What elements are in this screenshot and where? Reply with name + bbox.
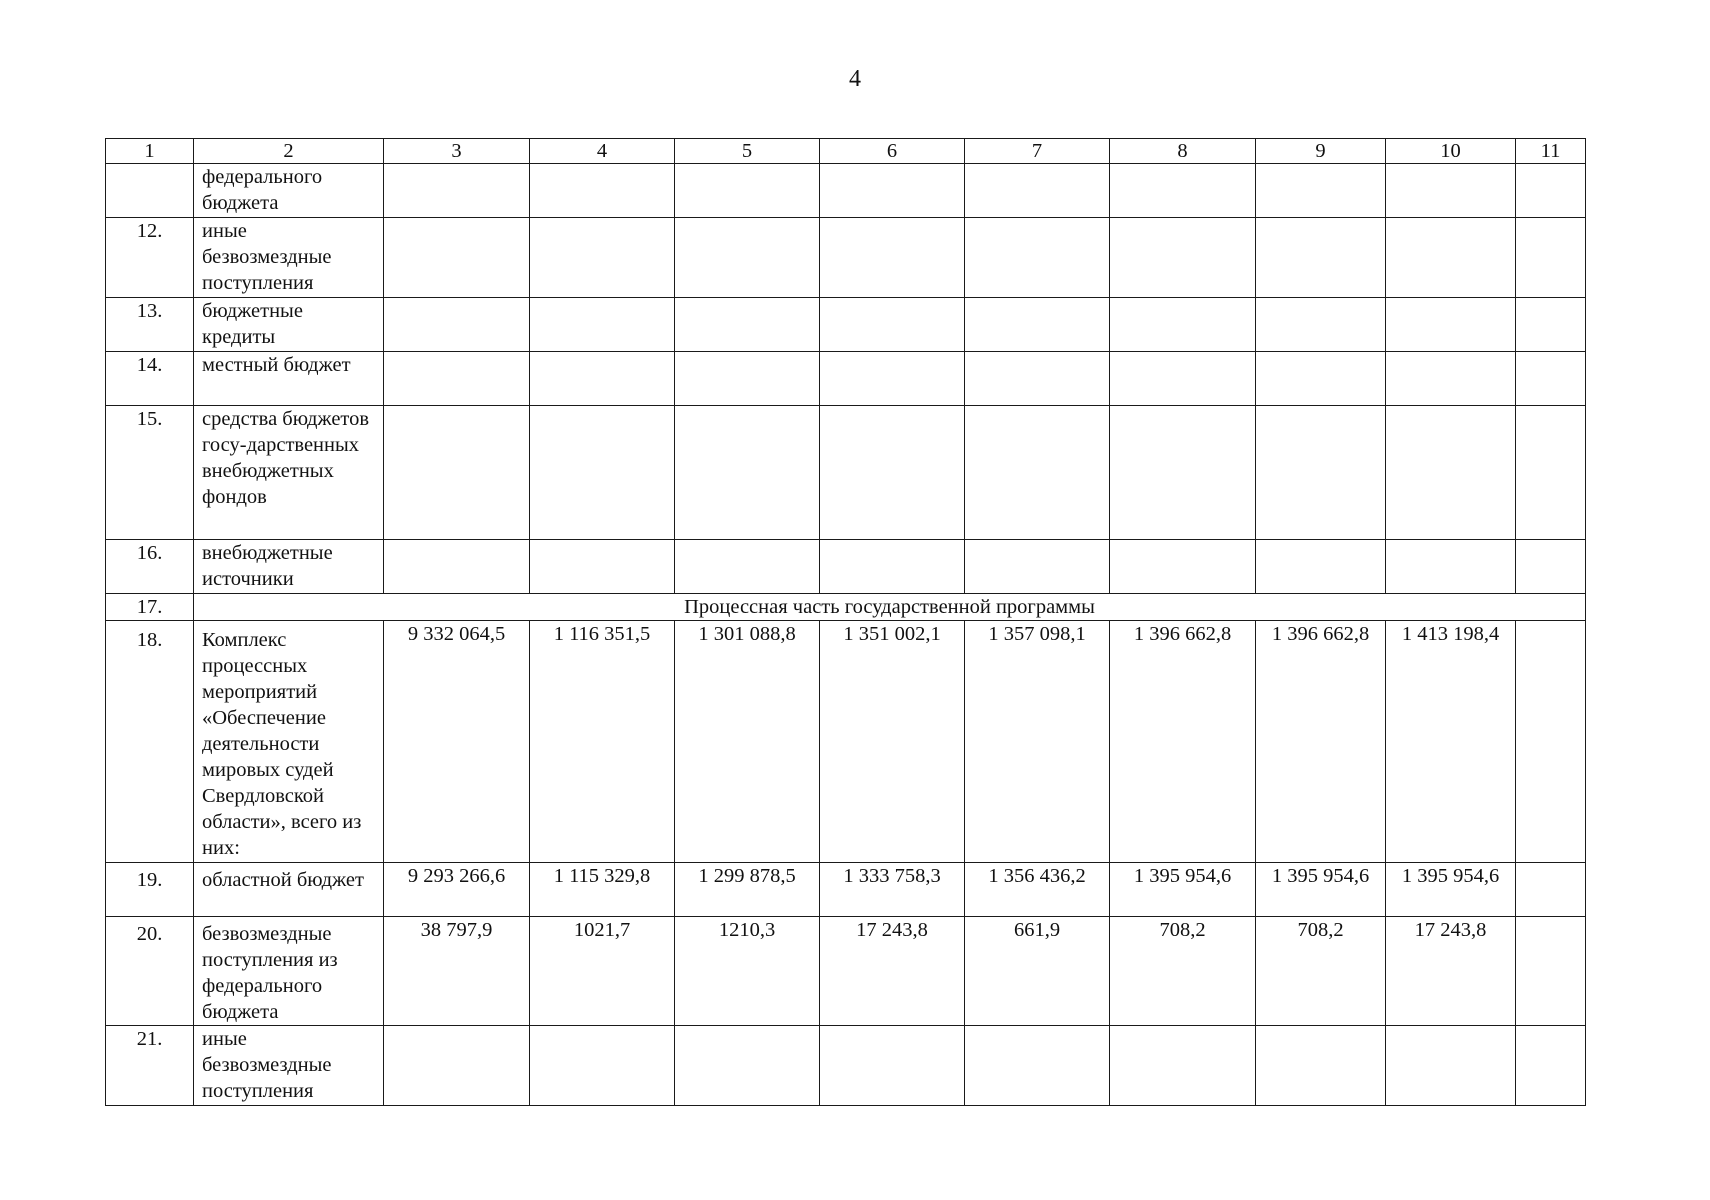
value-cell: 1 395 954,6 — [1110, 863, 1256, 917]
value-cell — [1256, 352, 1386, 406]
value-cell: 1 299 878,5 — [675, 863, 820, 917]
value-cell — [675, 164, 820, 218]
header-cell: 10 — [1386, 139, 1516, 164]
value-cell — [1386, 406, 1516, 540]
value-cell — [675, 352, 820, 406]
value-cell — [1516, 218, 1586, 298]
value-cell — [965, 164, 1110, 218]
value-cell — [675, 218, 820, 298]
value-cell — [1516, 917, 1586, 1026]
value-cell — [384, 540, 530, 594]
value-cell — [1386, 540, 1516, 594]
value-cell — [675, 540, 820, 594]
value-cell: 1021,7 — [530, 917, 675, 1026]
row-number: 14. — [106, 352, 194, 406]
value-cell — [530, 406, 675, 540]
row-name: бюджетные кредиты — [194, 298, 384, 352]
value-cell — [965, 1026, 1110, 1106]
value-cell — [530, 352, 675, 406]
value-cell — [675, 1026, 820, 1106]
column-number-header — [106, 139, 1586, 164]
header-cell: 5 — [675, 139, 820, 164]
value-cell — [1256, 164, 1386, 218]
value-cell — [1516, 164, 1586, 218]
row-name: местный бюджет — [194, 352, 384, 406]
value-cell — [1386, 1026, 1516, 1106]
table-row — [106, 1026, 1586, 1106]
row-number: 13. — [106, 298, 194, 352]
value-cell — [1110, 218, 1256, 298]
value-cell — [1256, 218, 1386, 298]
row-number: 21. — [106, 1026, 194, 1106]
value-cell — [1516, 406, 1586, 540]
value-cell: 1 333 758,3 — [820, 863, 965, 917]
value-cell — [1516, 863, 1586, 917]
value-cell: 17 243,8 — [1386, 917, 1516, 1026]
value-cell — [384, 218, 530, 298]
value-cell — [530, 1026, 675, 1106]
header-cell: 2 — [194, 139, 384, 164]
value-cell — [530, 218, 675, 298]
value-cell: 9 293 266,6 — [384, 863, 530, 917]
value-cell: 1210,3 — [675, 917, 820, 1026]
value-cell: 1 396 662,8 — [1110, 621, 1256, 863]
header-cell: 3 — [384, 139, 530, 164]
value-cell — [1516, 1026, 1586, 1106]
value-cell — [530, 298, 675, 352]
page-number: 4 — [849, 66, 861, 92]
value-cell — [1516, 621, 1586, 863]
value-cell — [384, 406, 530, 540]
value-cell — [1256, 540, 1386, 594]
header-cell: 9 — [1256, 139, 1386, 164]
value-cell — [965, 298, 1110, 352]
value-cell — [1256, 406, 1386, 540]
value-cell — [1516, 540, 1586, 594]
value-cell: 1 396 662,8 — [1256, 621, 1386, 863]
value-cell — [675, 406, 820, 540]
row-number: 15. — [106, 406, 194, 540]
table-row — [106, 218, 1586, 298]
section-row — [106, 594, 1586, 621]
header-cell: 1 — [106, 139, 194, 164]
value-cell — [675, 298, 820, 352]
value-cell: 661,9 — [965, 917, 1110, 1026]
value-cell — [1386, 298, 1516, 352]
value-cell — [384, 164, 530, 218]
header-cell: 11 — [1516, 139, 1586, 164]
row-name: федерального бюджета — [194, 164, 384, 218]
value-cell — [384, 298, 530, 352]
section-title: Процессная часть государственной программы — [194, 594, 1586, 621]
value-cell — [1386, 218, 1516, 298]
value-cell — [965, 540, 1110, 594]
value-cell — [1110, 540, 1256, 594]
row-number: 19. — [106, 863, 194, 917]
value-cell — [1516, 352, 1586, 406]
header-cell: 8 — [1110, 139, 1256, 164]
value-cell: 1 413 198,4 — [1386, 621, 1516, 863]
row-name: областной бюджет — [194, 863, 384, 917]
value-cell — [820, 218, 965, 298]
value-cell: 38 797,9 — [384, 917, 530, 1026]
value-cell: 1 357 098,1 — [965, 621, 1110, 863]
row-number: 17. — [106, 594, 194, 621]
value-cell: 1 356 436,2 — [965, 863, 1110, 917]
value-cell — [1256, 298, 1386, 352]
value-cell — [1516, 298, 1586, 352]
row-number — [106, 164, 194, 218]
row-number: 12. — [106, 218, 194, 298]
value-cell — [820, 406, 965, 540]
value-cell: 17 243,8 — [820, 917, 965, 1026]
value-cell: 1 115 329,8 — [530, 863, 675, 917]
value-cell — [820, 352, 965, 406]
table-row — [106, 863, 1586, 917]
value-cell — [965, 352, 1110, 406]
value-cell — [1110, 1026, 1256, 1106]
row-name: средства бюджетов госу-дарственных внебюджетных фондов — [194, 406, 384, 540]
row-name: Комплекс процессных мероприятий «Обеспечение деятельности мировых судей Свердловской области», всего из них: — [194, 621, 384, 863]
value-cell: 708,2 — [1110, 917, 1256, 1026]
value-cell — [530, 164, 675, 218]
row-name: безвозмездные поступления из федерального бюджета — [194, 917, 384, 1026]
value-cell — [1386, 352, 1516, 406]
value-cell — [1110, 298, 1256, 352]
table-row — [106, 352, 1586, 406]
value-cell: 1 351 002,1 — [820, 621, 965, 863]
value-cell: 1 395 954,6 — [1386, 863, 1516, 917]
value-cell — [965, 406, 1110, 540]
value-cell — [1110, 406, 1256, 540]
row-number: 20. — [106, 917, 194, 1026]
value-cell — [1386, 164, 1516, 218]
value-cell — [384, 352, 530, 406]
value-cell: 1 301 088,8 — [675, 621, 820, 863]
value-cell — [1110, 352, 1256, 406]
row-number: 16. — [106, 540, 194, 594]
table-row — [106, 917, 1586, 1026]
table-row — [106, 298, 1586, 352]
header-cell: 4 — [530, 139, 675, 164]
value-cell: 1 116 351,5 — [530, 621, 675, 863]
value-cell — [530, 540, 675, 594]
value-cell — [1256, 1026, 1386, 1106]
value-cell: 9 332 064,5 — [384, 621, 530, 863]
table-row — [106, 621, 1586, 863]
row-name: внебюджетные источники — [194, 540, 384, 594]
table-row — [106, 540, 1586, 594]
value-cell: 1 395 954,6 — [1256, 863, 1386, 917]
row-name: иные безвозмездные поступления — [194, 1026, 384, 1106]
table-row — [106, 406, 1586, 540]
value-cell — [820, 164, 965, 218]
value-cell — [820, 298, 965, 352]
row-name: иные безвозмездные поступления — [194, 218, 384, 298]
header-cell: 6 — [820, 139, 965, 164]
row-number: 18. — [106, 621, 194, 863]
header-cell: 7 — [965, 139, 1110, 164]
budget-table — [105, 138, 1586, 1106]
value-cell — [1110, 164, 1256, 218]
value-cell: 708,2 — [1256, 917, 1386, 1026]
value-cell — [965, 218, 1110, 298]
table-row — [106, 164, 1586, 218]
value-cell — [820, 1026, 965, 1106]
value-cell — [384, 1026, 530, 1106]
value-cell — [820, 540, 965, 594]
